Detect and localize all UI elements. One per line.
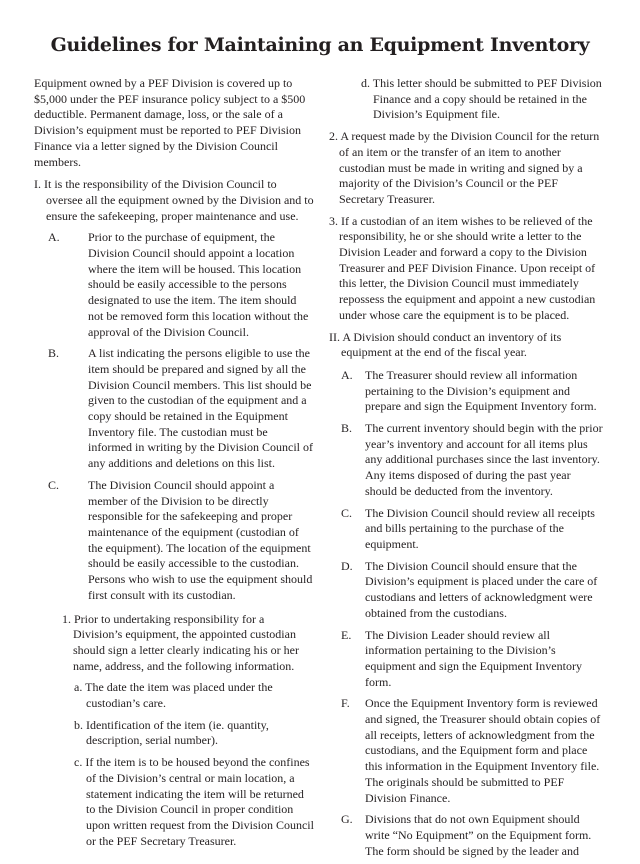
item-label: F. [341, 696, 350, 711]
subitem-2: 2. A request made by the Division Council for the return of an item or the transfer of an item to another custodian must be made in writing and signed by a majority of the Division’s Council or the PEF Secretary Treasurer. [329, 129, 600, 206]
subitem-1a: a. The date the item was placed under the custodian’s care. [74, 680, 273, 711]
section-2-item-e [341, 628, 605, 691]
item-label: D. [341, 558, 353, 573]
item-label: A. [341, 367, 353, 382]
item-text: The Division Council should ensure that the Division’s equipment is placed under the care of custodians and letters of acknowledgment were obtained from the custodians. [365, 558, 598, 620]
item-text: The Treasurer should review all information pertaining to the Division’s equipment and prepare and sign the Equipment Inventory form. [365, 367, 597, 414]
intro-paragraph: Equipment owned by a PEF Division is covered up to $5,000 under the PEF insurance policy subject to a $500 deductible. Permanent damage, loss, or the sale of a Division’s equipment must be reported to PEF Division Finance via a letter signed by the Division Council members. [34, 76, 306, 169]
section-2-item-b [341, 421, 605, 500]
section-2-item-g [341, 812, 605, 859]
section-2-item-a [341, 368, 605, 415]
item-label: B. [48, 346, 60, 361]
item-text: The Division Council should review all receipts and bills pertaining to the purchase of the equipment. [365, 505, 595, 551]
section-2-item-d [341, 559, 605, 622]
item-text: The current inventory should begin with the prior year’s inventory and account for all items plus any additional purchases since the last inventory. Any items disposed of during the past year should be deducted from the inventory. [365, 421, 603, 498]
item-label: C. [341, 505, 353, 520]
item-text: Divisions that do not own Equipment should write “No Equipment” on the Equipment form. The form should be signed by the leader and [365, 812, 592, 858]
section-2-item-f [341, 696, 605, 806]
item-label: A. [48, 230, 60, 245]
item-label: G. [341, 812, 353, 827]
subitem-1b: b. Identification of the item (ie. quantity, description, serial number). [74, 717, 269, 748]
right-column [329, 76, 605, 864]
item-text: A list indicating the persons eligible to use the item should be prepared and signed by all the Division Council members. This list should be given to the custodian of the equipment and a copy should be retained in the Equipment Inventory file. The custodian must be informed in writing by the Division Council of any additions and deletions on this list. [88, 346, 313, 471]
item-label: C. [48, 477, 60, 492]
item-text: The Division Council should appoint a member of the Division to be directly responsible for the safekeeping and proper maintenance of the equipment (custodian of the equipment). The location of the equipment should be easily accessible to the custodian. Persons who wish to use the equipment should first consult with its custodian. [88, 477, 313, 602]
page-title: Guidelines for Maintaining an Equipment Inventory [50, 34, 590, 56]
item-text: Prior to the purchase of equipment, the Division Council should appoint a location where the item will be housed. This location should be easily accessible to the persons designated to use the item. The item should not be removed form this location without the approval of the Division Council. [88, 230, 309, 339]
section-2-intro: II. A Division should conduct an inventory of its equipment at the end of the fiscal year. [329, 329, 562, 360]
section-1-item-c [48, 478, 314, 604]
section-1-item-b [48, 346, 314, 472]
item-text: The Division Leader should review all information pertaining to the Division’s equipment and sign the Equipment Inventory form. [365, 627, 582, 689]
item-label: B. [341, 421, 353, 436]
section-1-intro: I. It is the responsibility of the Division Council to oversee all the equipment owned by the Division and to ensure the safekeeping, proper maintenance and use. [34, 177, 314, 223]
subitem-1: 1. Prior to undertaking responsibility for a Division’s equipment, the appointed custodian should sign a letter clearly indicating his or her name, address, and the following information. [62, 611, 299, 673]
section-2-item-c [341, 506, 605, 553]
section-1-item-a [48, 230, 314, 340]
item-text: Once the Equipment Inventory form is reviewed and signed, the Treasurer should obtain copies of all receipts, letters of acknowledgment from the custodians, and the Equipment form and place this information in the Equipment Inventory file. The originals should be submitted to PEF Division Finance. [365, 696, 601, 805]
subitem-3: 3. If a custodian of an item wishes to be relieved of the responsibility, he or she should write a letter to the Division Leader and forward a copy to the Division Treasurer and PEF Division Finance. Upon receipt of this letter, the Division Council must immediately repossess the equipment and appoint a new custodian under whose care the equipment is to be placed. [329, 213, 596, 322]
subitem-1d: d. This letter should be submitted to PEF Division Finance and a copy should be retained in the Division’s Equipment file. [361, 76, 602, 122]
subitem-1c: c. If the item is to be housed beyond the confines of the Division’s central or main location, a statement indicating the item will be returned to the Division Council in proper condition upon written request from the Division Council or the PEF Secretary Treasurer. [74, 755, 314, 848]
item-label: E. [341, 627, 352, 642]
left-column [34, 76, 314, 849]
